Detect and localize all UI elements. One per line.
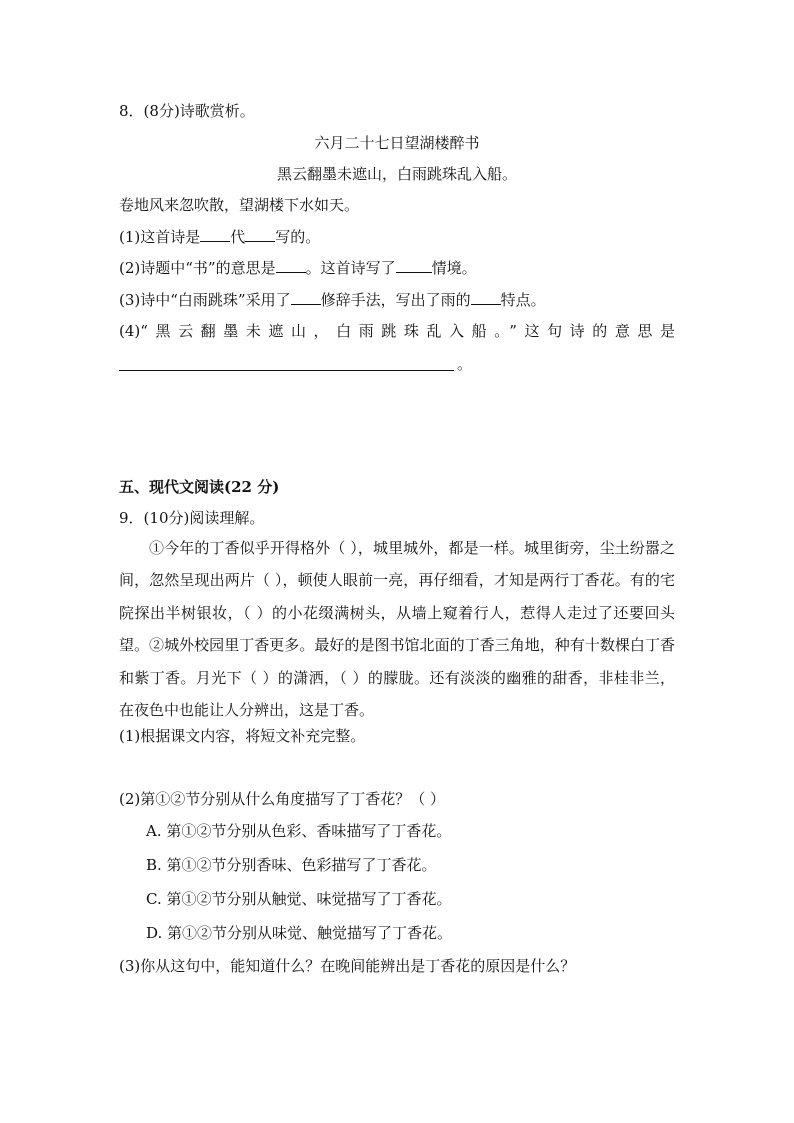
q8-sub-3-text-a: (3)诗中“白雨跳珠”采用了 [119, 291, 291, 309]
q8-sub-3-text-b: 修辞手法，写出了雨的 [320, 291, 471, 309]
q9-sub-2: (2)第①②节分别从什么角度描写了丁香花？（ ） [119, 790, 446, 808]
q9-sub-3: (3)你从这句中，能知道什么？在晚间能辨出是丁香花的原因是什么？ [119, 957, 576, 975]
q8-sub-1-text-a: (1)这首诗是 [119, 228, 201, 246]
q9-sub-1: (1)根据课文内容，将短文补充完整。 [119, 727, 366, 745]
q8-sub-2-text-b: 。这首诗写了 [305, 259, 396, 277]
section-title: 五、现代文阅读(22 分) [119, 478, 280, 496]
q8-sub-2-text-a: (2)诗题中“书”的意思是 [119, 259, 276, 277]
option-b[interactable]: B. 第①②节分别香味、色彩描写了丁香花。 [146, 856, 437, 874]
q8-sub-3 [119, 290, 546, 310]
poem-title: 六月二十七日望湖楼醉书 [314, 134, 480, 152]
q8-sub-2-text-c: 情境。 [431, 259, 477, 277]
q9-header: 9．(10分)阅读理解。 [119, 509, 265, 527]
answer-blank[interactable] [291, 290, 321, 305]
q8-sub-1 [119, 227, 320, 247]
poem-line-2: 卷地风来忽吹散，望湖楼下水如天。 [119, 196, 360, 214]
poem-line-1: 黑云翻墨未遮山，白雨跳珠乱入船。 [276, 165, 517, 183]
answer-blank[interactable] [471, 290, 501, 305]
q8-sub-2 [119, 258, 477, 278]
q8-sub-1-text-b: 代 [230, 228, 246, 246]
q8-sub-3-text-c: 特点。 [500, 291, 546, 309]
reading-passage: ①今年的丁香似乎开得格外（ ），城里城外，都是一样。城里街旁，尘土纷嚣之间，忽然呈现出两片（ ），顿使人眼前一亮，再仔细看，才知是两行丁香花。有的宅院探出半树银妆，（ ）的小花缀满树头，从墙上窥着行人，惹得人走过了还要回头望。②城外校园里丁香更多。最好的是图书馆北面的丁香三角地，种有十数棵白丁香和紫丁香。月光下（ ）的潇洒，（ ）的朦胧。还有淡淡的幽雅的甜香，非桂非兰，在夜色中也能让人分辨出，这是丁香。 [119, 539, 675, 720]
option-d[interactable]: D. 第①②节分别从味觉、触觉描写了丁香花。 [146, 924, 453, 942]
q8-sub-4-end: 。 [457, 355, 473, 373]
option-a[interactable]: A. 第①②节分别从色彩、香味描写了丁香花。 [146, 822, 452, 840]
answer-blank[interactable] [245, 227, 275, 242]
q8-sub-4: (4)“黑云翻墨未遮山，白雨跳珠乱入船。”这句诗的意思是 [119, 322, 675, 340]
option-c[interactable]: C. 第①②节分别从触觉、味觉描写了丁香花。 [146, 890, 452, 908]
q8-header: 8．(8分)诗歌赏析。 [119, 102, 255, 120]
answer-blank[interactable] [200, 227, 230, 242]
answer-blank[interactable] [396, 258, 432, 273]
answer-blank[interactable] [276, 258, 306, 273]
q8-sub-1-text-c: 写的。 [275, 228, 321, 246]
answer-line[interactable] [119, 370, 454, 371]
